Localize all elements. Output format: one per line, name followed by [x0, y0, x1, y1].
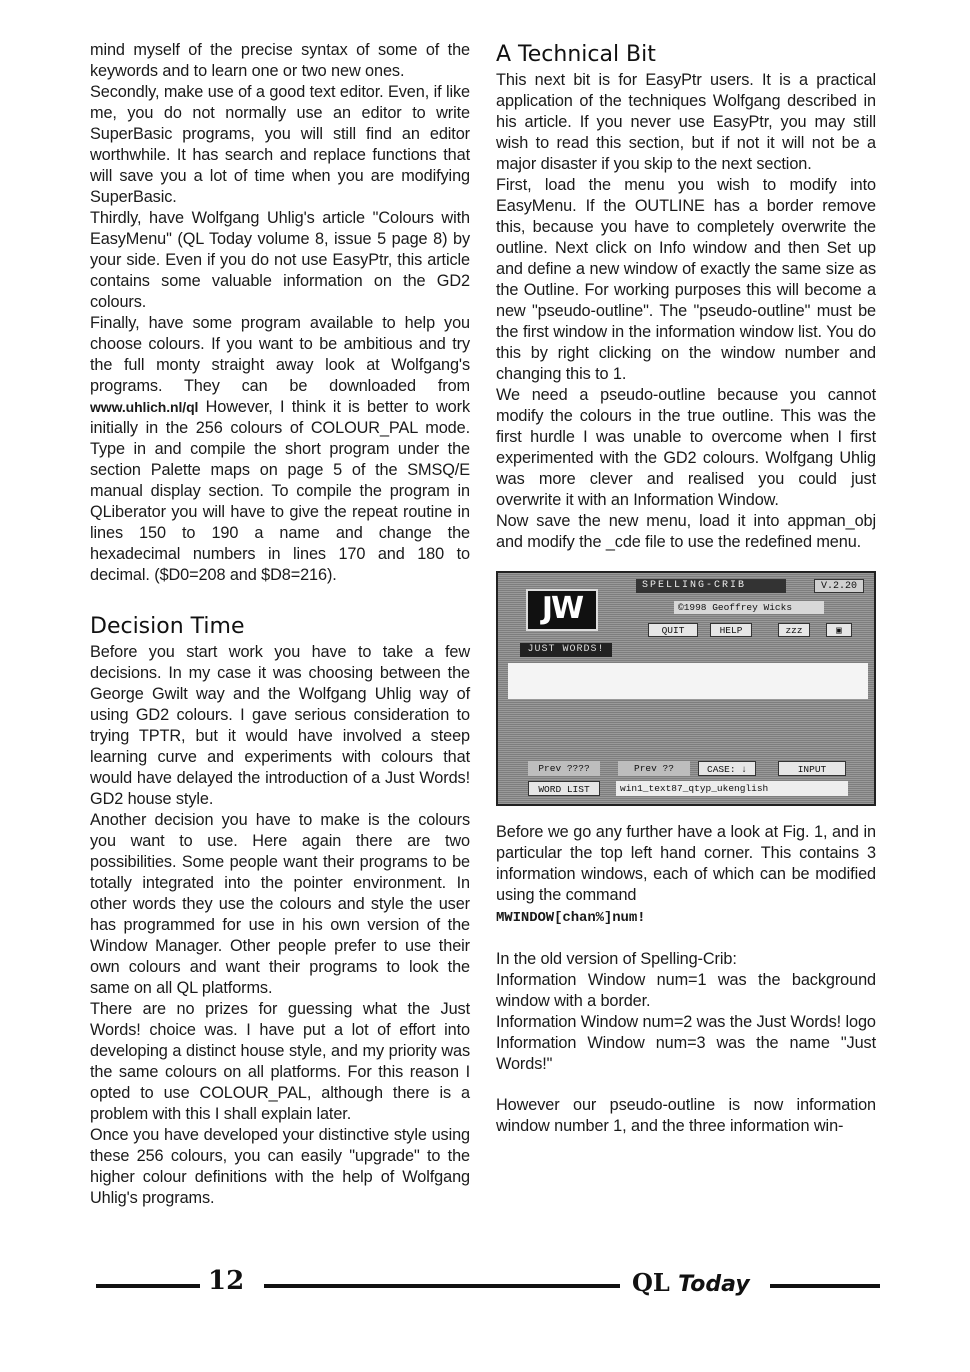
version-badge: V.2.20: [814, 579, 864, 593]
copyright-text: ©1998 Geoffrey Wicks: [674, 601, 824, 614]
brand-ql: QL: [632, 1268, 670, 1297]
paragraph: Information Window num=2 was the Just Words! logo: [496, 1013, 876, 1031]
paragraph: This next bit is for EasyPtr users. It is a practical application of the techniques Wolfgang described in his article. If you never use EasyPtr, you may still wish to read this section, but if not it will not be a major disaster if you skip to the next section.: [496, 71, 876, 173]
paragraph: In the old version of Spelling-Crib:: [496, 950, 737, 968]
sleep-button[interactable]: zzz: [778, 623, 810, 637]
footer-rule-right: [770, 1284, 880, 1288]
app-title: SPELLING-CRIB: [636, 579, 786, 593]
prev-button-2[interactable]: Prev ??: [618, 761, 690, 776]
paragraph: Another decision you have to make is the colours you want to use. Here again there are two possibilities. Some people want their programs to be totally integrated into the pointer environment. In other words they use the colours and style the user has programmed for use in his own version of the Window Manager. Other people prefer to use their own colours and want their programs to look the same on all QL platforms.: [90, 811, 470, 997]
paragraph: mind myself of the precise syntax of some of the keywords and to learn one or two new ones.: [90, 41, 470, 80]
section-heading-technical-bit: A Technical Bit: [496, 42, 656, 67]
section-heading-decision-time: Decision Time: [90, 614, 245, 639]
word-list-button[interactable]: WORD LIST: [528, 781, 600, 796]
paragraph: Now save the new menu, load it into appman_obj and modify the _cde file to use the redefined menu.: [496, 512, 876, 551]
paragraph: We need a pseudo-outline because you cannot modify the colours in the true outline. This was the first hurdle I was unable to overcome when I first experimented with the GD2 colours. Wolfgang Uhlig was more clever and realised you could just overwrite it with an Information Window.: [496, 386, 876, 509]
code-snippet: MWINDOW[chan%]num!: [496, 910, 646, 926]
prev-button-1[interactable]: Prev ????: [528, 761, 600, 776]
magazine-brand: [632, 1268, 750, 1297]
input-area[interactable]: [508, 663, 868, 699]
paragraph: Before we go any further have a look at Fig. 1, and in particular the top left hand corner. This contains 3 information windows, each of which can be modified using the command: [496, 823, 876, 904]
window-icon[interactable]: ▣: [826, 623, 852, 637]
paragraph: Thirdly, have Wolfgang Uhlig's article "Colours with EasyMenu" (QL Today volume 8, issue 5 page 8) by your side. Even if you do not use EasyPtr, this article contains some valuable information on the GD2 colours.: [90, 209, 470, 311]
file-path-field[interactable]: win1_text87_qtyp_ukenglish: [616, 781, 848, 796]
paragraph: Information Window num=3 was the name "Just Words!": [496, 1034, 876, 1073]
paragraph-text: Finally, have some program available to help you choose colours. If you want to be ambitious and try the full monty straight away look at Wolfgang's programs. They can be downloaded from: [90, 314, 470, 395]
paragraph: Secondly, make use of a good text editor. Even, if like me, you do not normally use an editor to write SuperBasic programs, you will still find an editor worthwhile. It has search and replace functions that will save you a lot of time when you are modifying SuperBasic.: [90, 83, 470, 206]
brand-today: Today: [678, 1272, 750, 1297]
figure-screenshot: [496, 571, 876, 806]
help-button[interactable]: HELP: [710, 623, 752, 637]
case-button[interactable]: CASE: ↓: [698, 761, 756, 776]
url-link[interactable]: www.uhlich.nl/ql: [90, 399, 199, 415]
paragraph: [90, 313, 470, 586]
paragraph: Once you have developed your distinctive style using these 256 colours, you can easily "upgrade" to the higher colour definitions with the help of Wolfgang Uhlig's programs.: [90, 1126, 470, 1207]
paragraph: [496, 906, 876, 929]
quit-button[interactable]: QUIT: [648, 623, 698, 637]
logo-icon: JW: [526, 589, 598, 631]
paragraph: Information Window num=1 was the background window with a border.: [496, 971, 876, 1010]
left-column: [90, 40, 470, 1209]
footer-rule-left: [96, 1284, 200, 1288]
footer-rule-middle: [264, 1284, 620, 1288]
paragraph: However our pseudo-outline is now information window number 1, and the three information win-: [496, 1096, 876, 1135]
page-number: 12: [208, 1266, 245, 1296]
paragraph: Before you start work you have to take a few decisions. In my case it was choosing between the George Gwilt way and the Wolfgang Uhlig way of using GD2 colours. I gave serious consideration to trying TPTR, but it would have involved a steep learning curve and experiments with colours that would have delayed the introduction of a Just Words! GD2 house style.: [90, 643, 470, 808]
right-column: [496, 42, 876, 1137]
paragraph: First, load the menu you wish to modify into EasyMenu. If the OUTLINE has a border remove this, because you have to completely overwrite the outline. Next click on Info window and then Set up and define a new window of exactly the same size as the Outline. For working purposes this will become a new "pseudo-outline". The "pseudo-outline" must be the first window in the information window list. You do this by right clicking on the window number and changing this to 1.: [496, 176, 876, 383]
page-footer: [0, 1262, 970, 1312]
just-words-label: JUST WORDS!: [520, 643, 612, 657]
paragraph: There are no prizes for guessing what the Just Words! choice was. I have put a lot of effort into developing a distinct house style, and my priority was the same colours on all platforms. For this reason I opted to use COLOUR_PAL, although there is a problem with this I shall explain later.: [90, 1000, 470, 1123]
input-button[interactable]: INPUT: [778, 761, 846, 776]
paragraph-text: However, I think it is better to work initially in the 256 colours of COLOUR_PAL mode. Type in and compile the short program under the section Palette maps on page 5 of the SMSQ/E manual display section. To compile the program in QLiberator you will have to give the repeat routine in lines 150 to 190 a name and change the hexadecimal numbers in lines 170 and 180 to decimal. ($D0=208 and $D8=216).: [90, 398, 470, 584]
